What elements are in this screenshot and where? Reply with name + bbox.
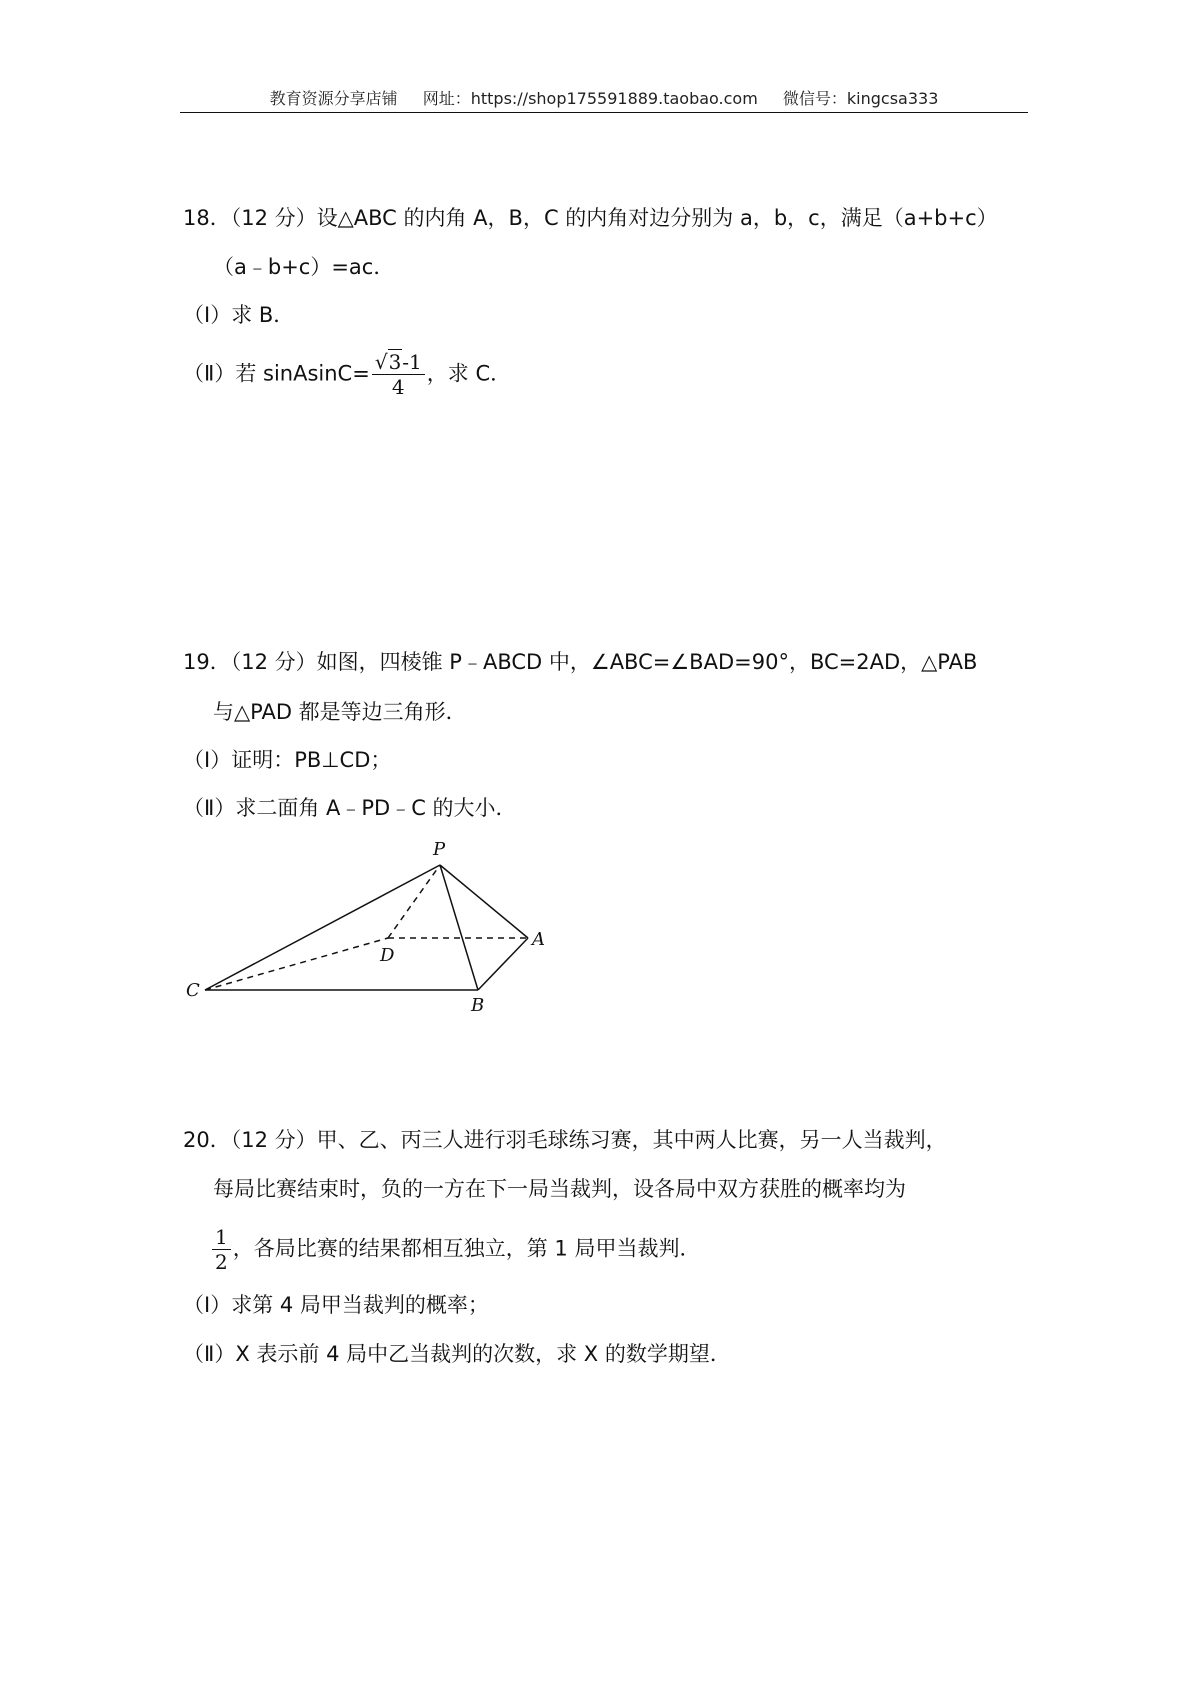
q20-line3 <box>210 1225 700 1274</box>
shop-name: 教育资源分享店铺 <box>269 89 398 108</box>
q20-part1: （Ⅰ）求第 4 局甲当裁判的概率； <box>183 1293 489 1317</box>
label-p: P <box>433 839 446 860</box>
q18-part2-suffix: ，求 C． <box>426 361 512 386</box>
q18-line1: 18．（12 分）设△ABC 的内角 A，B，C 的内角对边分别为 a，b，c，满足（a+b+c） <box>183 206 998 230</box>
q20-frac-num: 1 <box>212 1225 231 1250</box>
wechat-id: 微信号：kingcsa333 <box>782 89 939 108</box>
q18-frac-den: 4 <box>391 375 405 399</box>
edge-dp <box>388 865 440 938</box>
q19-line1: 19．（12 分）如图，四棱锥 P﹣ABCD 中，∠ABC=∠BAD=90°，BC=2AD，△PAB <box>183 650 978 674</box>
q18-part1: （Ⅰ）求 B． <box>183 303 295 327</box>
q19-part2: （Ⅱ）求二面角 A﹣PD﹣C 的大小． <box>183 796 517 820</box>
q20-part2: （Ⅱ）X 表示前 4 局中乙当裁判的次数，求 X 的数学期望． <box>183 1342 731 1366</box>
edge-pa <box>440 865 528 938</box>
header-rule <box>180 112 1028 113</box>
label-c: C <box>186 980 200 1001</box>
q18-frac-rest: -1 <box>402 350 422 374</box>
edge-ba <box>478 938 528 990</box>
label-b: B <box>471 995 485 1015</box>
edge-cd <box>205 938 388 990</box>
q19-line2: 与△PAD 都是等边三角形． <box>213 700 467 724</box>
shop-url: 网址：https://shop175591889.taobao.com <box>422 89 758 108</box>
q20-line2: 每局比赛结束时，负的一方在下一局当裁判，设各局中双方获胜的概率均为 <box>213 1177 906 1201</box>
page-header <box>180 86 1028 109</box>
q18-part2-prefix: （Ⅱ）若 sinAsinC= <box>183 361 370 386</box>
q20-line3-text: ，各局比赛的结果都相互独立，第 1 局甲当裁判． <box>232 1236 701 1261</box>
q20-line1: 20．（12 分）甲、乙、丙三人进行羽毛球练习赛，其中两人比赛，另一人当裁判， <box>183 1128 947 1152</box>
pyramid-figure <box>180 835 560 1015</box>
edge-cp <box>205 865 440 990</box>
q18-line2: （a﹣b+c）=ac． <box>213 255 395 279</box>
edge-pb <box>440 865 478 990</box>
q18-part2 <box>183 350 511 399</box>
q20-frac-den: 2 <box>215 1250 228 1274</box>
sqrt-icon: √ <box>374 350 388 374</box>
q18-frac-root: 3 <box>388 350 402 374</box>
q18-fraction <box>372 350 425 399</box>
q19-part1: （Ⅰ）证明：PB⊥CD； <box>183 748 392 772</box>
q20-fraction <box>212 1225 231 1274</box>
label-a: A <box>532 929 545 950</box>
label-d: D <box>380 945 395 966</box>
